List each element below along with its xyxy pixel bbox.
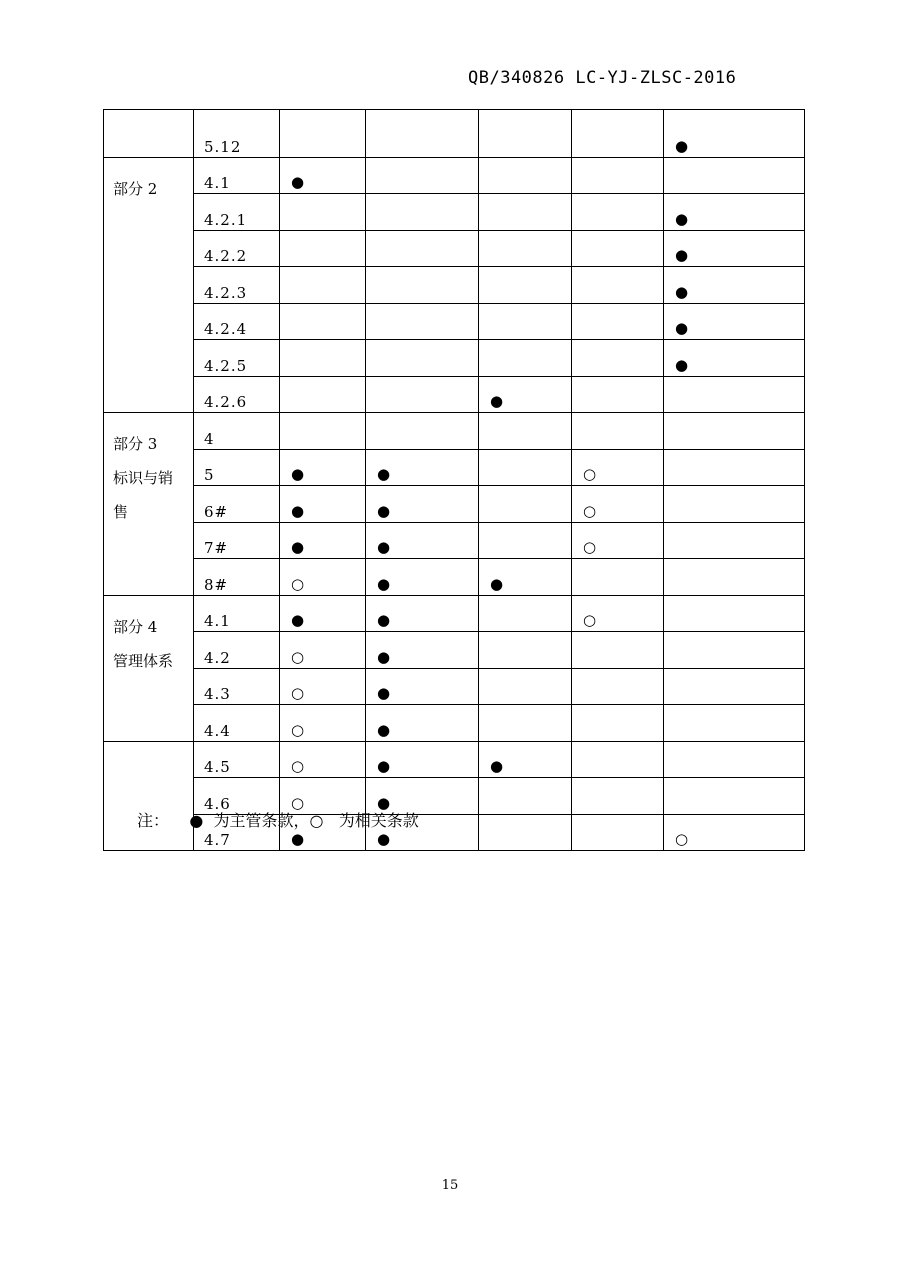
table-row	[104, 741, 805, 778]
table-row	[104, 522, 805, 559]
primary-clause-mark: ●	[479, 559, 572, 596]
empty-cell	[280, 267, 366, 304]
empty-cell	[572, 741, 664, 778]
primary-clause-mark: ●	[366, 632, 479, 669]
primary-clause-mark: ●	[664, 230, 805, 267]
empty-cell	[366, 194, 479, 231]
empty-cell	[366, 376, 479, 413]
empty-cell	[664, 778, 805, 815]
related-clause-mark: ○	[572, 595, 664, 632]
related-clause-mark: ○	[572, 522, 664, 559]
primary-clause-mark: ●	[664, 303, 805, 340]
empty-cell	[664, 632, 805, 669]
empty-cell	[664, 449, 805, 486]
clause-cell: 8#	[194, 559, 280, 596]
clause-cell: 4	[194, 413, 280, 450]
empty-cell	[572, 303, 664, 340]
empty-cell	[572, 230, 664, 267]
empty-cell	[572, 668, 664, 705]
clause-cell: 7#	[194, 522, 280, 559]
table-row	[104, 705, 805, 742]
empty-cell	[664, 522, 805, 559]
empty-cell	[664, 668, 805, 705]
empty-cell	[479, 340, 572, 377]
empty-cell	[366, 110, 479, 158]
empty-cell	[572, 340, 664, 377]
document-code: QB/340826 LC-YJ-ZLSC-2016	[468, 68, 737, 88]
part-label-line: 标识与销	[113, 469, 174, 487]
clause-cell: 4.1	[194, 595, 280, 632]
clause-cell: 5.12	[194, 110, 280, 158]
primary-clause-mark: ●	[280, 595, 366, 632]
empty-cell	[572, 413, 664, 450]
empty-cell	[479, 449, 572, 486]
primary-clause-mark: ●	[366, 705, 479, 742]
empty-cell	[664, 705, 805, 742]
clause-cell: 6#	[194, 486, 280, 523]
empty-cell	[572, 559, 664, 596]
empty-cell	[479, 267, 572, 304]
empty-cell	[366, 303, 479, 340]
part-label-line: 管理体系	[113, 651, 174, 670]
primary-clause-mark: ●	[366, 559, 479, 596]
clause-cell: 4.5	[194, 741, 280, 778]
primary-clause-mark: ●	[280, 449, 366, 486]
primary-clause-mark: ●	[366, 595, 479, 632]
clause-cell: 4.6	[194, 778, 280, 815]
empty-cell	[572, 814, 664, 851]
empty-cell	[572, 267, 664, 304]
table-row	[104, 230, 805, 267]
table-row	[104, 157, 805, 194]
empty-cell	[479, 705, 572, 742]
primary-clause-mark: ●	[366, 522, 479, 559]
primary-clause-mark: ●	[366, 778, 479, 815]
empty-cell	[664, 595, 805, 632]
related-clause-mark: ○	[280, 632, 366, 669]
empty-cell	[280, 194, 366, 231]
primary-clause-mark: ●	[479, 376, 572, 413]
primary-clause-mark: ●	[366, 668, 479, 705]
empty-cell	[479, 110, 572, 158]
empty-cell	[479, 632, 572, 669]
part-label-line: 部分 2	[113, 179, 158, 198]
related-clause-mark: ○	[280, 668, 366, 705]
empty-cell	[572, 705, 664, 742]
primary-clause-mark: ●	[280, 157, 366, 194]
empty-cell	[479, 814, 572, 851]
table-row	[104, 194, 805, 231]
primary-clause-mark: ●	[280, 522, 366, 559]
part-cell	[104, 110, 194, 158]
empty-cell	[280, 413, 366, 450]
clause-cell: 5	[194, 449, 280, 486]
primary-clause-mark: ●	[366, 449, 479, 486]
primary-clause-mark: ●	[664, 110, 805, 158]
empty-cell	[366, 267, 479, 304]
empty-cell	[479, 194, 572, 231]
clause-responsibility-table	[103, 109, 805, 851]
part-label-line: 部分 4	[113, 617, 158, 636]
related-clause-mark: ○	[280, 741, 366, 778]
table-row	[104, 110, 805, 158]
related-clause-mark: ○	[572, 486, 664, 523]
table-row	[104, 303, 805, 340]
related-clause-mark: ○	[572, 449, 664, 486]
empty-cell	[280, 376, 366, 413]
table-row	[104, 632, 805, 669]
page-number: 15	[441, 1178, 459, 1193]
primary-clause-mark: ●	[366, 741, 479, 778]
empty-cell	[664, 157, 805, 194]
part-cell	[104, 157, 194, 413]
part-label-line: 售	[113, 503, 129, 521]
related-clause-mark: ○	[280, 559, 366, 596]
empty-cell	[479, 157, 572, 194]
clause-cell: 4.1	[194, 157, 280, 194]
empty-cell	[572, 110, 664, 158]
empty-cell	[572, 194, 664, 231]
clause-cell: 4.2.1	[194, 194, 280, 231]
primary-clause-mark: ●	[280, 814, 366, 851]
empty-cell	[280, 110, 366, 158]
empty-cell	[366, 157, 479, 194]
clause-cell: 4.2.3	[194, 267, 280, 304]
primary-clause-mark: ●	[479, 741, 572, 778]
primary-clause-mark: ●	[664, 340, 805, 377]
empty-cell	[479, 303, 572, 340]
table-row	[104, 376, 805, 413]
related-clause-mark: ○	[280, 705, 366, 742]
clause-cell: 4.3	[194, 668, 280, 705]
table-row	[104, 595, 805, 632]
table-row	[104, 413, 805, 450]
table-row	[104, 449, 805, 486]
empty-cell	[479, 595, 572, 632]
primary-clause-mark: ●	[366, 486, 479, 523]
empty-cell	[664, 486, 805, 523]
empty-cell	[664, 559, 805, 596]
empty-cell	[280, 303, 366, 340]
primary-clause-mark: ●	[664, 267, 805, 304]
empty-cell	[280, 340, 366, 377]
clause-cell: 4.2.6	[194, 376, 280, 413]
clause-cell: 4.2	[194, 632, 280, 669]
clause-cell: 4.7	[194, 814, 280, 851]
empty-cell	[366, 230, 479, 267]
empty-cell	[479, 486, 572, 523]
table-row	[104, 267, 805, 304]
clause-cell: 4.4	[194, 705, 280, 742]
part-cell	[104, 413, 194, 596]
table-row	[104, 486, 805, 523]
empty-cell	[572, 778, 664, 815]
clause-cell: 4.2.4	[194, 303, 280, 340]
table-row	[104, 340, 805, 377]
empty-cell	[664, 413, 805, 450]
empty-cell	[366, 340, 479, 377]
clause-cell: 4.2.2	[194, 230, 280, 267]
empty-cell	[479, 522, 572, 559]
primary-clause-mark: ●	[664, 194, 805, 231]
empty-cell	[572, 157, 664, 194]
empty-cell	[479, 413, 572, 450]
empty-cell	[479, 230, 572, 267]
table-row	[104, 559, 805, 596]
empty-cell	[479, 778, 572, 815]
related-clause-mark: ○	[280, 778, 366, 815]
primary-clause-mark: ●	[366, 814, 479, 851]
related-clause-mark: ○	[664, 814, 805, 851]
empty-cell	[572, 376, 664, 413]
clause-cell: 4.2.5	[194, 340, 280, 377]
empty-cell	[479, 668, 572, 705]
legend-note: 注： ● 为主管条款，○ 为相关条款	[137, 811, 419, 830]
table-row	[104, 668, 805, 705]
empty-cell	[572, 632, 664, 669]
empty-cell	[664, 741, 805, 778]
empty-cell	[366, 413, 479, 450]
empty-cell	[280, 230, 366, 267]
empty-cell	[664, 376, 805, 413]
primary-clause-mark: ●	[280, 486, 366, 523]
part-cell	[104, 741, 194, 851]
part-label-line: 部分 3	[113, 435, 158, 453]
part-cell	[104, 595, 194, 741]
